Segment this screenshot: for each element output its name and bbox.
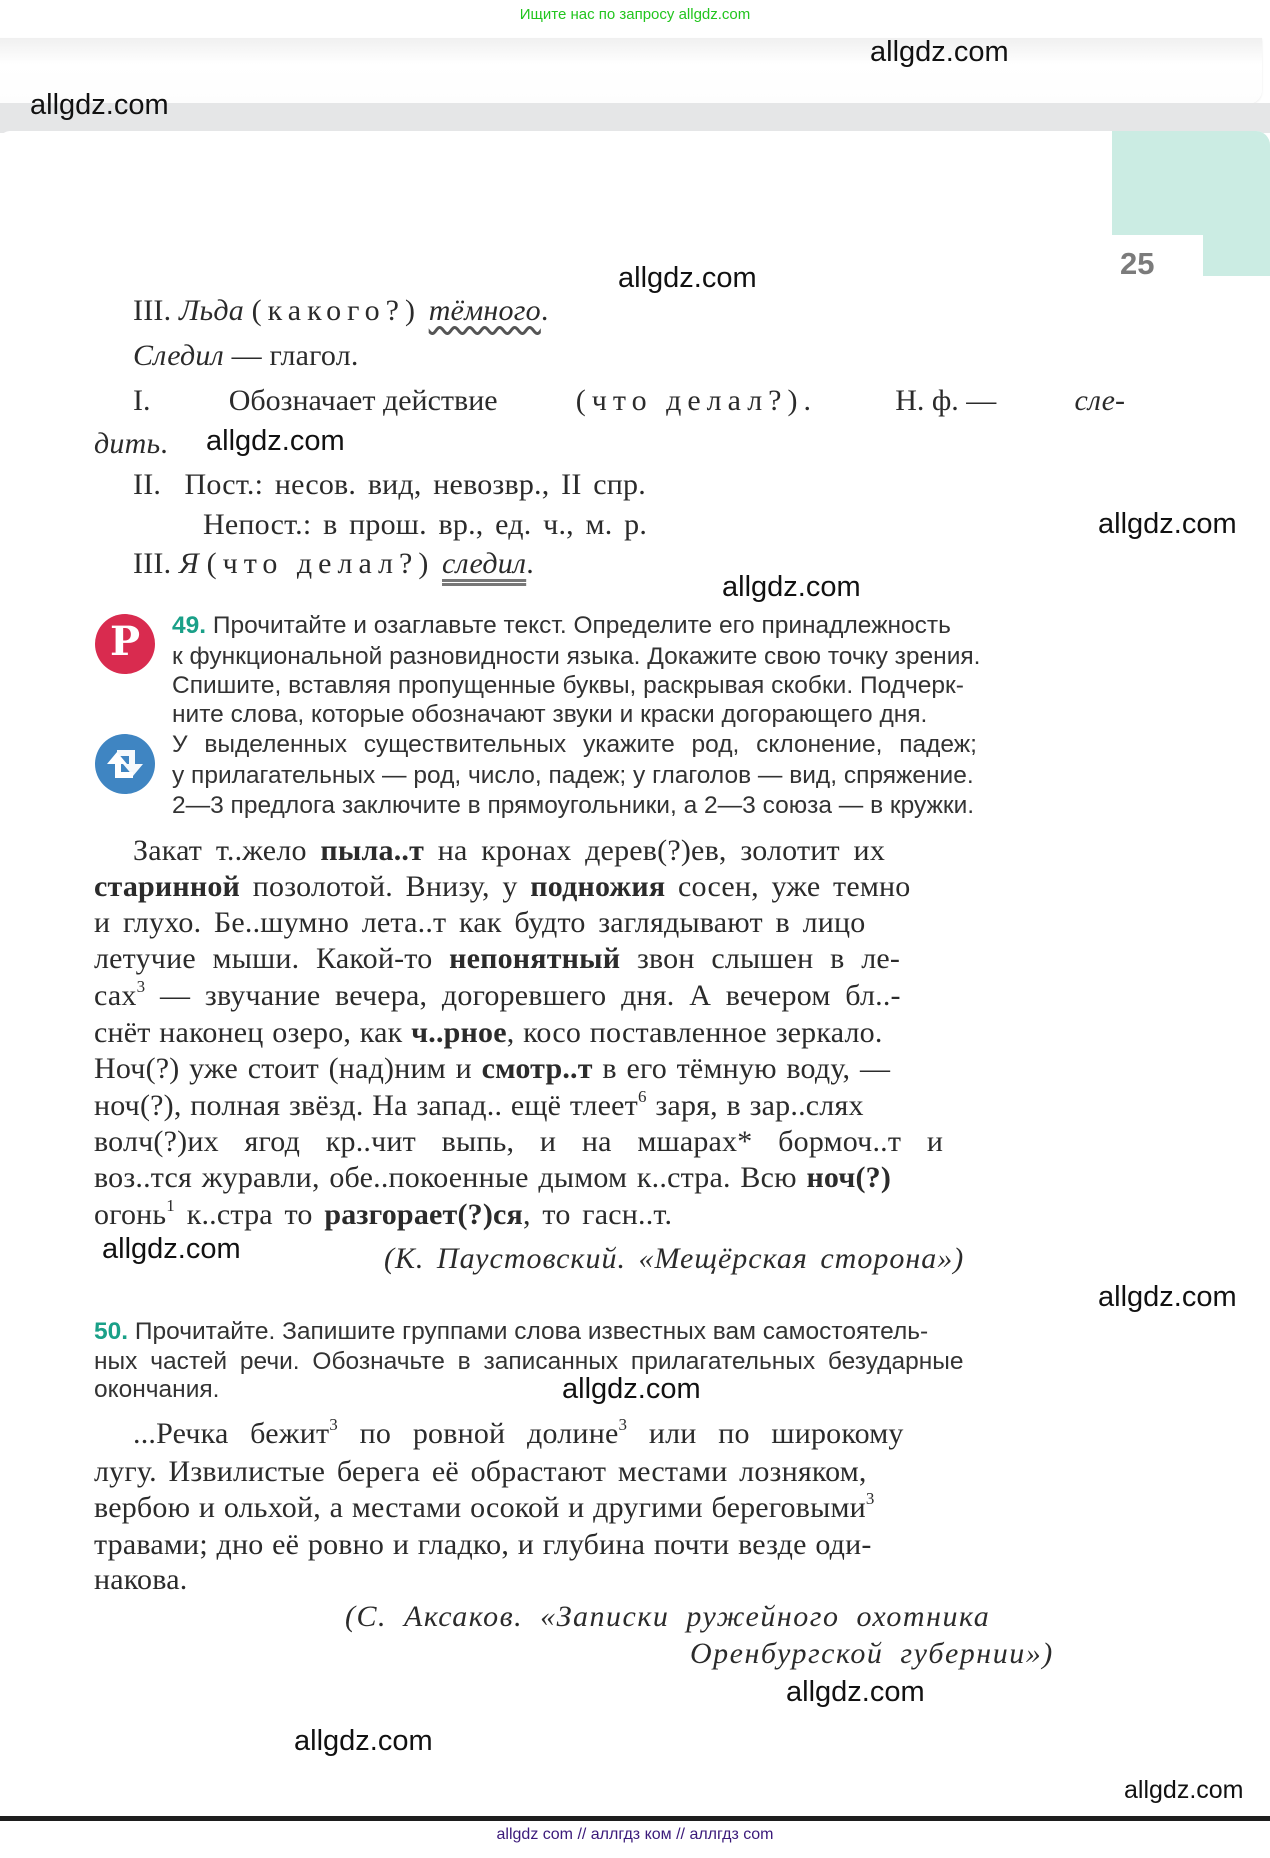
punct: . <box>160 427 168 460</box>
question: (какого?) <box>251 294 421 327</box>
page-corner-tab-tail <box>1203 235 1270 276</box>
punct: . <box>526 547 534 580</box>
page-number: 25 <box>1120 246 1155 281</box>
header-card <box>0 38 1262 104</box>
analysis-line-3 <box>133 384 1125 418</box>
exercise-49-task-line-7: 2—3 предлога заключите в прямоугольники, а 2—3 союза — в кружки. <box>172 792 975 819</box>
word: сле- <box>1074 384 1125 417</box>
text-line: волч(?)их ягод кр..чит выпь, и на мшарах* бормоч..т и <box>94 1125 944 1158</box>
question: (что делал?) <box>206 547 435 580</box>
exercise-49-task-line-6: у прилагательных — род, число, падеж; у глаголов — вид, спряжение. <box>172 762 974 789</box>
watermark: allgdz.com <box>562 1373 701 1405</box>
repeat-arrows-icon <box>95 734 155 794</box>
exercise-number: 49. <box>172 612 207 639</box>
watermark: allgdz.com <box>1124 1776 1244 1804</box>
word: Следил <box>133 339 224 372</box>
exercise-49-task-line-1 <box>172 612 1125 640</box>
text-line: и глухо. Бе..шумно лета..т как будто заглядывают в лицо <box>94 906 866 939</box>
analysis-line-7 <box>133 547 534 581</box>
underlined-answer: следил <box>442 547 527 580</box>
footer-divider <box>0 1816 1270 1821</box>
watermark: allgdz.com <box>30 89 169 121</box>
roman-numeral: I. <box>133 384 151 417</box>
exercise-49-task-line-5: У выделенных существительных укажите род, склонение, падеж; <box>172 731 977 758</box>
separator-band <box>0 103 1270 133</box>
task-text: Прочитайте. Запишите группами слова известных вам самостоятель- <box>134 1318 929 1345</box>
text: Н. ф. — <box>895 384 997 417</box>
text-line: ноч(?), полная звёзд. На запад.. ещё тлеет$^6$ заря, в зар..слях <box>94 1087 864 1122</box>
analysis-line-4 <box>94 427 168 461</box>
top-bar <box>0 0 1270 38</box>
text: Пост.: несов. вид, невозвр., II спр. <box>184 468 646 501</box>
footer-links[interactable]: allgdz com // аллгдз ком // аллгдз com <box>496 1826 774 1843</box>
watermark: allgdz.com <box>722 571 861 603</box>
exercise-50-task-line-1 <box>94 1318 928 1346</box>
text-line: вербою и ольхой, а местами осокой и другими береговыми$^3$ <box>94 1489 875 1524</box>
text: Непост.: в прош. вр., ед. ч., м. р. <box>203 508 648 541</box>
punct: . <box>540 294 549 327</box>
watermark: allgdz.com <box>206 425 345 457</box>
analysis-line-6 <box>203 508 647 542</box>
text-line: старинной позолотой. Внизу, у подножия сосен, уже темно <box>94 870 911 903</box>
research-p-icon: P <box>95 614 155 674</box>
exercise-49-task-line-4: ните слова, которые обозначают звуки и краски догорающего дня. <box>172 701 928 728</box>
text: — глагол. <box>231 339 359 372</box>
watermark: allgdz.com <box>786 1676 925 1708</box>
text-line: травами; дно её ровно и гладко, и глубина почти везде оди- <box>94 1528 872 1561</box>
roman-numeral: II. <box>133 468 162 501</box>
text-line: Закат т..жело пыла..т на кронах дерев(?)ев, золотит их <box>133 834 886 867</box>
text-line: огонь$^1$ к..стра то разгорает(?)ся, то гасн..т. <box>94 1196 673 1231</box>
search-hint[interactable]: Ищите нас по запросу allgdz.com <box>519 6 751 23</box>
watermark: allgdz.com <box>1098 1281 1237 1313</box>
question: (что делал?). <box>575 384 817 417</box>
exercise-number: 50. <box>94 1318 129 1345</box>
watermark: allgdz.com <box>294 1725 433 1757</box>
watermark: allgdz.com <box>102 1233 241 1265</box>
exercise-50-task-line-3: окончания. <box>94 1376 220 1403</box>
text-line: снёт наконец озеро, как ч..рное, косо поставленное зеркало. <box>94 1016 883 1049</box>
word: дить <box>94 427 161 460</box>
watermark: allgdz.com <box>1098 508 1237 540</box>
underlined-answer: тёмного <box>428 294 541 327</box>
exercise-50-source-line-2: Оренбургской губернии») <box>690 1637 1054 1670</box>
exercise-50-task-line-2: ных частей речи. Обозначьте в записанных прилагательных безударные <box>94 1348 964 1375</box>
exercise-49-task-line-2: к функциональной разновидности языка. Докажите свою точку зрения. <box>172 643 981 670</box>
analysis-line-2 <box>133 339 359 373</box>
exercise-50-source-line-1: (С. Аксаков. «Записки ружейного охотника <box>345 1600 991 1633</box>
roman-numeral: III. <box>133 294 172 327</box>
task-text: Прочитайте и озаглавьте текст. Определите его принадлежность <box>212 612 951 639</box>
roman-numeral: III. <box>133 547 172 580</box>
text-line: воз..тся журавли, обе..покоенные дымом к..стра. Всю ноч(?) <box>94 1161 892 1194</box>
word: Я <box>178 547 199 580</box>
text-line: летучие мыши. Какой-то непонятный звон слышен в ле- <box>94 942 901 975</box>
text-line: ...Речка бежит$^3$ по ровной долине$^3$ или по широкому <box>133 1415 904 1450</box>
exercise-49-task-line-3: Спишите, вставляя пропущенные буквы, раскрывая скобки. Подчерк- <box>172 672 964 699</box>
word: Льда <box>178 294 244 327</box>
watermark: allgdz.com <box>618 262 757 294</box>
analysis-line-1 <box>133 294 549 328</box>
analysis-line-5 <box>133 468 646 502</box>
page-corner-tab <box>1112 131 1270 235</box>
text-line: накова. <box>94 1563 188 1596</box>
text-line: сах$^3$ — звучание вечера, догоревшего дня. А вечером бл..- <box>94 977 901 1012</box>
text-line: Ноч(?) уже стоит (над)ним и смотр..т в его тёмную воду, — <box>94 1052 891 1085</box>
watermark: allgdz.com <box>870 36 1009 68</box>
exercise-49-source: (К. Паустовский. «Мещёрская сторона») <box>384 1242 965 1275</box>
text: Обозначает действие <box>228 384 498 417</box>
text-line: лугу. Извилистые берега её обрастают местами лозняком, <box>94 1455 867 1488</box>
